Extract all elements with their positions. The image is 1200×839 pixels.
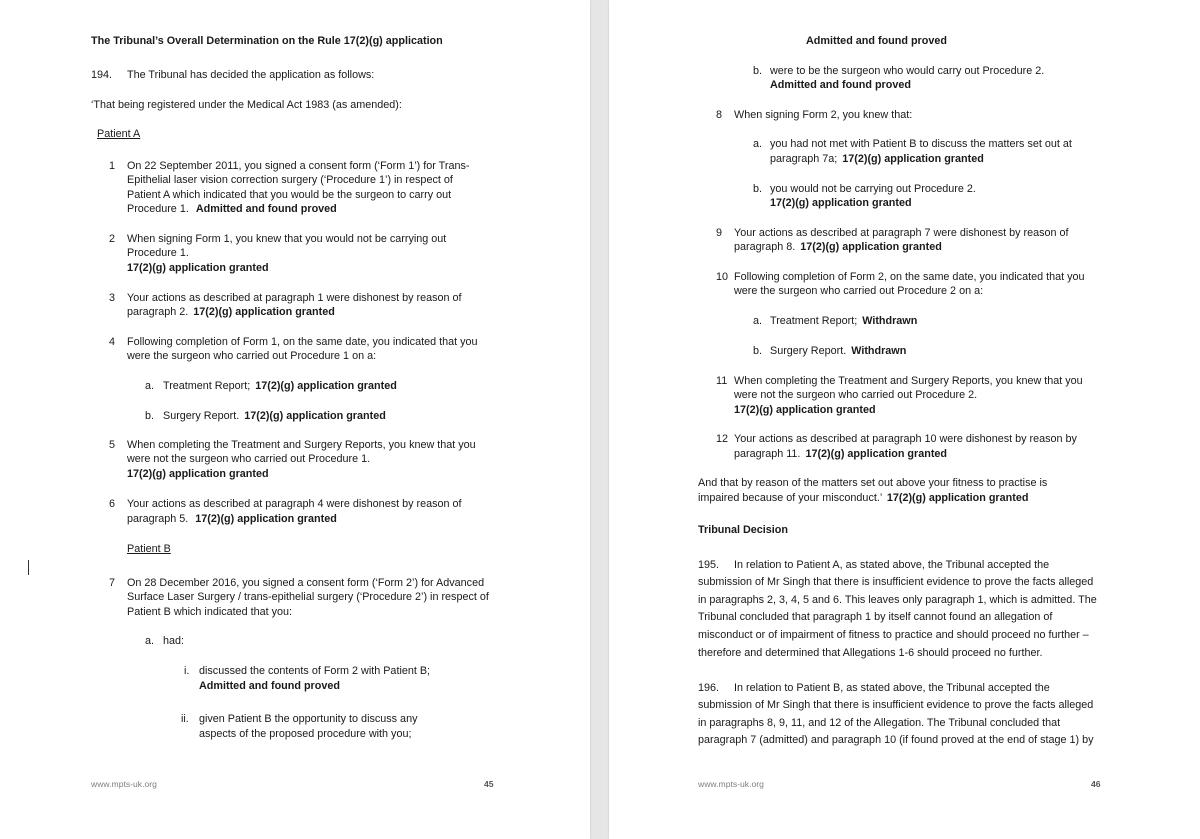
- item-line-with-status: [127, 512, 337, 527]
- para-line: misconduct or of impairment of fitness to practice and should proceed no further –: [698, 629, 1089, 641]
- sub-letter: a.: [753, 315, 763, 327]
- roman-numeral: i.: [184, 665, 190, 677]
- status-label: 17(2)(g) application granted: [193, 306, 335, 318]
- status-label: Withdrawn: [862, 315, 918, 327]
- item-line: On 28 December 2016, you signed a consent form (‘Form 2’) for Advanced: [127, 577, 485, 589]
- status-label: 17(2)(g) application granted: [244, 410, 386, 422]
- document-page-46: [609, 0, 1200, 839]
- item-line-with-status: [734, 240, 942, 255]
- item-number: 7: [109, 577, 116, 589]
- para-line: Tribunal concluded that paragraph 1 by itself cannot found an allegation of: [698, 611, 1053, 623]
- sub-item-with-status: [163, 379, 397, 394]
- status-label: 17(2)(g) application granted: [886, 492, 1029, 504]
- status-label: Admitted and found proved: [199, 680, 340, 692]
- item-number: 6: [109, 498, 116, 510]
- item-line: Procedure 1.: [127, 247, 189, 259]
- footer-url: www.mpts-uk.org: [91, 779, 157, 789]
- para-line: therefore and determined that Allegations 1-6 should proceed no further.: [698, 647, 1043, 659]
- item-line-with-status: [127, 305, 335, 320]
- item-line: Your actions as described at paragraph 10 were dishonest by reason by: [734, 433, 1077, 445]
- closing-line: And that by reason of the matters set out above your fitness to practise is: [698, 477, 1048, 489]
- item-text: Treatment Report;: [163, 380, 251, 392]
- status-label: 17(2)(g) application granted: [805, 448, 948, 460]
- sub-item-with-status: [770, 152, 984, 167]
- sub-item-with-status: [770, 314, 917, 329]
- item-number: 11: [716, 375, 728, 387]
- tribunal-decision-heading: Tribunal Decision: [698, 524, 788, 536]
- sub-letter: b.: [753, 345, 763, 357]
- item-line: When signing Form 1, you knew that you would not be carrying out: [127, 233, 447, 245]
- status-label: 17(2)(g) application granted: [842, 153, 984, 165]
- closing-line-with-status: [698, 491, 1028, 506]
- item-number: 4: [109, 336, 116, 348]
- sub-letter: b.: [753, 183, 763, 195]
- footer-url: www.mpts-uk.org: [698, 779, 764, 789]
- item-line: When completing the Treatment and Surgery Reports, you knew that you: [734, 375, 1083, 387]
- item-line: were the surgeon who carried out Procedure 2 on a:: [734, 285, 984, 297]
- sub-sub-item-text: discussed the contents of Form 2 with Patient B;: [199, 665, 431, 677]
- para-number: 195.: [698, 559, 720, 571]
- item-line: When completing the Treatment and Surgery Reports, you knew that you: [127, 439, 476, 451]
- item-text: paragraph 8.: [734, 241, 796, 253]
- item-line: Your actions as described at paragraph 7 were dishonest by reason of: [734, 227, 1069, 239]
- item-line: When signing Form 2, you knew that:: [734, 109, 913, 121]
- status-label: 17(2)(g) application granted: [127, 468, 269, 480]
- item-line-with-status: [734, 447, 947, 462]
- document-page-45: [0, 0, 590, 839]
- para-line: paragraph 7 (admitted) and paragraph 10 (if found proved at the end of stage 1) by: [698, 734, 1094, 746]
- item-number: 10: [716, 271, 729, 283]
- item-text: Treatment Report;: [770, 315, 858, 327]
- section-heading: The Tribunal’s Overall Determination on the Rule 17(2)(g) application: [91, 35, 443, 47]
- item-line: were not the surgeon who carried out Procedure 2.: [734, 389, 978, 401]
- para-number: 194.: [91, 69, 113, 81]
- item-line-with-status: [127, 202, 337, 217]
- item-text: paragraph 7a;: [770, 153, 838, 165]
- status-label: 17(2)(g) application granted: [800, 241, 942, 253]
- para-line: submission of Mr Singh that there is insufficient evidence to prove the facts alleged: [698, 699, 1094, 711]
- sub-letter: a.: [145, 380, 155, 392]
- para-line: In relation to Patient B, as stated above, the Tribunal accepted the: [734, 682, 1050, 694]
- sub-letter: a.: [753, 138, 763, 150]
- sub-item-text: you had not met with Patient B to discuss the matters set out at: [770, 138, 1072, 150]
- status-label: Admitted and found proved: [770, 79, 911, 91]
- item-number: 12: [716, 433, 729, 445]
- status-label: 17(2)(g) application granted: [770, 197, 912, 209]
- item-number: 9: [716, 227, 723, 239]
- para-line: submission of Mr Singh that there is insufficient evidence to prove the facts alleged: [698, 576, 1094, 588]
- sub-sub-item-text: aspects of the proposed procedure with you;: [199, 728, 412, 740]
- para-line: in paragraphs 8, 9, 11, and 12 of the Allegation. The Tribunal concluded that: [698, 717, 1061, 729]
- status-label: 17(2)(g) application granted: [127, 262, 269, 274]
- item-number: 8: [716, 109, 723, 121]
- sub-item-with-status: [163, 409, 386, 424]
- item-text: Procedure 1.: [127, 203, 189, 215]
- sub-item-with-status: [770, 344, 906, 359]
- patient-a-heading: Patient A: [97, 128, 141, 140]
- item-line: Your actions as described at paragraph 4 were dishonest by reason of: [127, 498, 462, 510]
- status-label: Admitted and found proved: [806, 35, 947, 47]
- item-text: impaired because of your misconduct.’: [698, 492, 882, 504]
- para-number: 196.: [698, 682, 720, 694]
- item-line: were the surgeon who carried out Procedure 1 on a:: [127, 350, 377, 362]
- quote-intro: ‘That being registered under the Medical Act 1983 (as amended):: [91, 99, 402, 111]
- status-label: 17(2)(g) application granted: [195, 513, 337, 525]
- sub-letter: b.: [753, 65, 763, 77]
- item-number: 2: [109, 233, 116, 245]
- text-cursor: [28, 560, 29, 575]
- item-text: paragraph 2.: [127, 306, 189, 318]
- item-line: Epithelial laser vision correction surgery (‘Procedure 1’) in respect of: [127, 174, 453, 186]
- item-line: On 22 September 2011, you signed a consent form (‘Form 1’) for Trans-: [127, 160, 470, 172]
- page-number: 45: [484, 779, 494, 789]
- status-label: Withdrawn: [851, 345, 907, 357]
- roman-numeral: ii.: [181, 713, 189, 725]
- item-line: Following completion of Form 1, on the same date, you indicated that you: [127, 336, 478, 348]
- sub-item-text: were to be the surgeon who would carry out Procedure 2.: [770, 65, 1045, 77]
- status-label: 17(2)(g) application granted: [255, 380, 397, 392]
- item-text: Surgery Report.: [770, 345, 847, 357]
- item-text: Surgery Report.: [163, 410, 240, 422]
- para-line: In relation to Patient A, as stated above, the Tribunal accepted the: [734, 559, 1050, 571]
- item-line: Your actions as described at paragraph 1 were dishonest by reason of: [127, 292, 462, 304]
- item-number: 3: [109, 292, 116, 304]
- item-line: Patient A which indicated that you would be the surgeon to carry out: [127, 189, 452, 201]
- para-text: The Tribunal has decided the application as follows:: [127, 69, 375, 81]
- item-text: paragraph 11.: [734, 448, 801, 460]
- page-number: 46: [1091, 779, 1101, 789]
- item-line: Following completion of Form 2, on the same date, you indicated that you: [734, 271, 1085, 283]
- patient-b-heading: Patient B: [127, 543, 171, 555]
- sub-item-text: had:: [163, 635, 185, 647]
- item-text: paragraph 5.: [127, 513, 189, 525]
- para-line: in paragraphs 2, 3, 4, 5 and 6. This leaves only paragraph 1, which is admitted. The: [698, 594, 1097, 606]
- item-line: were not the surgeon who carried out Procedure 1.: [127, 453, 371, 465]
- sub-sub-item-text: given Patient B the opportunity to discuss any: [199, 713, 418, 725]
- item-line: Surface Laser Surgery / trans-epithelial surgery (‘Procedure 2’) in respect of: [127, 591, 489, 603]
- item-line: Patient B which indicated that you:: [127, 606, 293, 618]
- status-label: 17(2)(g) application granted: [734, 404, 876, 416]
- sub-letter: b.: [145, 410, 155, 422]
- status-label: Admitted and found proved: [195, 203, 337, 215]
- sub-item-text: you would not be carrying out Procedure 2.: [770, 183, 976, 195]
- sub-letter: a.: [145, 635, 155, 647]
- item-number: 5: [109, 439, 116, 451]
- item-number: 1: [109, 160, 116, 172]
